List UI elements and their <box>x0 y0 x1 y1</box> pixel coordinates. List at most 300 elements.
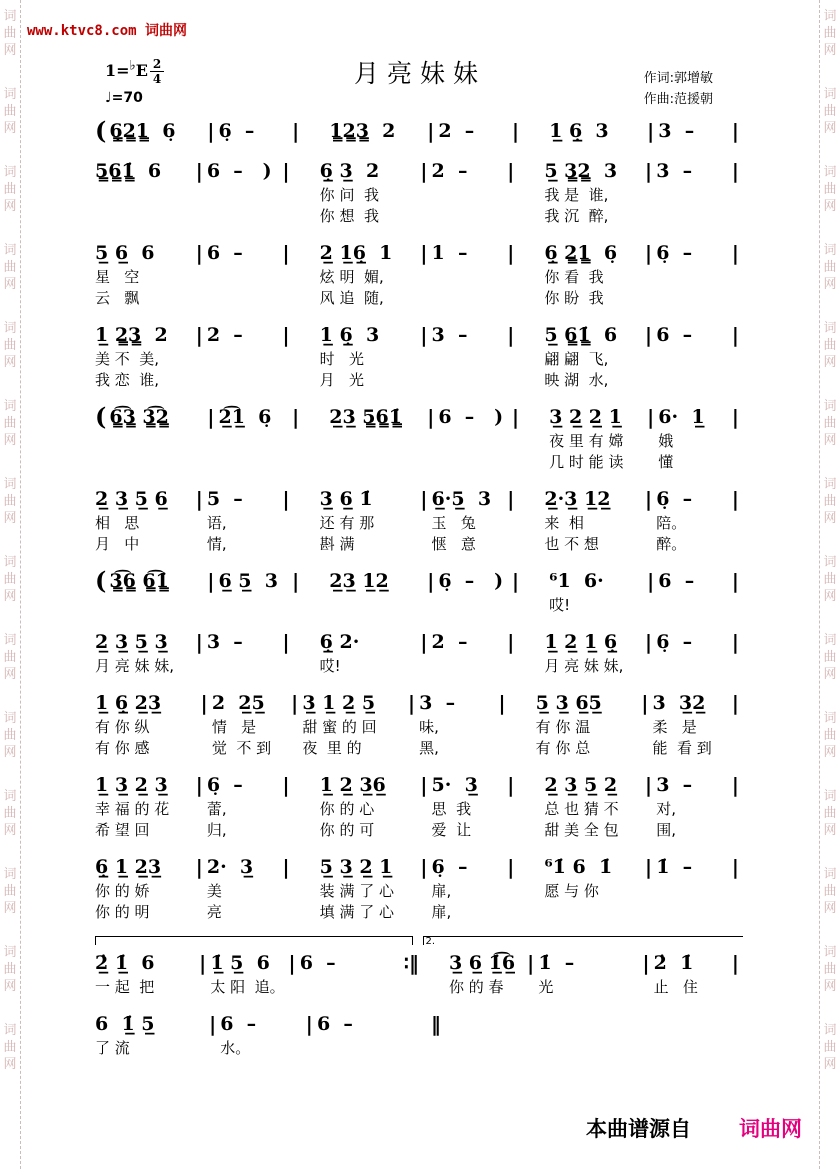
measure <box>320 629 417 676</box>
lyric-row: 希 望 回 <box>95 821 150 839</box>
watermark-char: 曲 <box>823 182 837 197</box>
watermark-char: 曲 <box>3 650 17 665</box>
watermark-char: 曲 <box>823 416 837 431</box>
lyric-row: 来 相 <box>544 514 584 532</box>
measure <box>544 158 641 226</box>
lyric-row: 相 思 <box>95 514 140 532</box>
watermark-gap <box>820 683 840 710</box>
notes-row: 3 – <box>206 631 243 653</box>
measure <box>544 854 641 901</box>
lyric-row: 美 <box>206 882 222 900</box>
notes-row: 2· 3̲ <box>206 856 254 878</box>
notes-row: 6 – <box>220 1013 257 1035</box>
watermark-char: 词 <box>823 1023 837 1038</box>
barline: | <box>731 487 740 511</box>
lyric-row: 止 住 <box>653 978 698 996</box>
watermark-gap <box>820 371 840 398</box>
notes-row: 2̲ 1̲6̲̣ 1 <box>319 242 393 264</box>
notes-row: 1̲ 6̲̣ 3 <box>549 120 609 142</box>
barline: | <box>644 630 653 654</box>
barline: | <box>195 630 203 654</box>
watermark-char: 网 <box>3 979 17 994</box>
watermark-char: 词 <box>3 1023 17 1038</box>
watermark-gap <box>0 371 20 398</box>
barline: ∶‖ <box>403 951 419 975</box>
barline: | <box>282 241 290 265</box>
lyric-row: 扉, <box>431 882 452 900</box>
notes-row: ⁶1 6· <box>549 570 604 592</box>
barline: | <box>282 487 290 511</box>
watermark-char: 网 <box>3 823 17 838</box>
footer <box>586 1113 802 1143</box>
notes-row: 6· 1̲ <box>658 406 705 428</box>
barline: | <box>195 323 203 347</box>
notes-row: 6̣ – <box>656 242 693 264</box>
watermark-char: 网 <box>823 1057 837 1072</box>
measure <box>549 568 643 615</box>
watermark-gap <box>820 293 840 320</box>
lyric-row: 我 是 谁, <box>544 186 609 204</box>
system-line <box>95 854 743 922</box>
notes-row: 5̲ 3̲ 2̲ 1̲ <box>319 856 393 878</box>
barline: | <box>507 241 515 265</box>
notes-row: 6̣ – <box>656 631 693 653</box>
system-line <box>95 950 743 997</box>
barline: | <box>498 691 506 715</box>
watermark-char: 词 <box>3 9 17 24</box>
notes-row: 5̲ 3̳2̳ 3 <box>544 160 618 182</box>
barline: | <box>731 119 740 143</box>
measure <box>432 772 504 840</box>
barline: | <box>200 691 208 715</box>
lyric-row: 月 亮 妹 妹, <box>544 657 624 675</box>
barline: | <box>507 159 515 183</box>
notes-row: 5̲ 6̳1̳̇ 6 <box>544 324 618 346</box>
watermark-left <box>0 0 21 1169</box>
barline: | <box>527 951 535 975</box>
barline: | <box>731 951 739 975</box>
lyric-row: 映 湖 水, <box>544 371 609 389</box>
watermark-gap <box>0 59 20 86</box>
notes-row: 6̳̣2̳1̳ 6̣ <box>109 120 176 142</box>
watermark-char: 词 <box>823 711 837 726</box>
lyric-row: 斟 满 <box>319 535 355 553</box>
barline: | <box>644 323 653 347</box>
barline: | <box>507 630 515 654</box>
notes-row: 3̲ 6̲ 1̲̇͡6̲ <box>448 952 516 974</box>
lyric-row: 你 盼 我 <box>544 289 604 307</box>
notes-row: 2 – <box>431 160 468 182</box>
barline: | <box>420 773 428 797</box>
measure <box>220 1011 301 1058</box>
watermark-gap <box>820 527 840 554</box>
score-system <box>95 118 743 144</box>
barline: | <box>282 159 290 183</box>
lyric-row: 语, <box>206 514 227 532</box>
barline: | <box>282 855 290 879</box>
lyric-row: 甜 美 全 包 <box>544 821 619 839</box>
barline: | <box>511 119 520 143</box>
tempo-marking: ♩=70 <box>105 90 143 106</box>
notes-row: 2̲ 3̲ 5̲ 2̲ <box>544 774 618 796</box>
score-system <box>95 854 743 922</box>
barline: | <box>731 241 740 265</box>
volta-gap <box>413 936 423 949</box>
composer-credit: 作曲:范援朝 <box>643 92 713 108</box>
watermark-char: 曲 <box>823 650 837 665</box>
watermark-gap <box>0 839 20 866</box>
measure <box>207 322 279 348</box>
lyric-row: 了 流 <box>95 1039 130 1057</box>
notes-row: 6̲̣ 2̳1̳ 6̣ <box>544 242 618 264</box>
watermark-gap <box>820 449 840 476</box>
watermark-char: 曲 <box>3 104 17 119</box>
watermark-char: 网 <box>823 277 837 292</box>
lyric-row: 情 是 <box>211 718 257 736</box>
lyric-row: 有 你 纵 <box>95 718 150 736</box>
system-line <box>95 404 743 472</box>
measure <box>538 950 638 997</box>
measure <box>207 486 279 554</box>
song-title: 月亮妹妹 <box>353 59 486 88</box>
notes-row: 1̇ – <box>538 952 575 974</box>
barline: | <box>731 323 740 347</box>
barline: | <box>644 487 653 511</box>
notes-row: 1̲ 6̲̣ 2̲3̲ <box>95 692 162 714</box>
barline: | <box>291 691 299 715</box>
system-line <box>95 486 743 554</box>
system-line <box>95 322 743 390</box>
measure <box>536 690 638 758</box>
measure <box>544 629 641 676</box>
measure <box>320 240 417 308</box>
measure <box>300 950 400 976</box>
lyric-row: 有 你 总 <box>535 739 591 757</box>
measure <box>432 158 504 184</box>
notes-row: 2 – <box>206 324 243 346</box>
barline: | <box>646 119 655 143</box>
watermark-char: 网 <box>3 199 17 214</box>
system-line <box>95 118 743 144</box>
barline: | <box>507 487 515 511</box>
lyric-row: 我 沉 醉, <box>544 207 609 225</box>
watermark-char: 曲 <box>823 338 837 353</box>
barline: | <box>291 119 300 143</box>
measure <box>329 568 423 594</box>
measure <box>432 629 504 655</box>
watermark-char: 网 <box>3 901 17 916</box>
notes-row: 5̲ 3̲ 6̲5̲ <box>535 692 602 714</box>
barline: | <box>511 405 520 429</box>
lyric-row: 能 看 到 <box>652 739 712 757</box>
watermark-char: 网 <box>3 667 17 682</box>
watermark-char: 曲 <box>823 260 837 275</box>
measure <box>218 568 288 594</box>
score-system <box>95 240 743 308</box>
barline: ‖ <box>430 1012 441 1036</box>
system-line <box>95 690 743 758</box>
score-system <box>95 1011 743 1058</box>
lyric-row: 有 你 感 <box>95 739 150 757</box>
notes-row: 2 2̲5̲ <box>211 692 265 714</box>
watermark-gap <box>0 605 20 632</box>
notes-row: 2̲·3̲ 1̲2̲ <box>544 488 611 510</box>
measure <box>549 118 643 144</box>
lyric-row: 黑, <box>419 739 439 757</box>
volta-bracket <box>95 936 413 945</box>
lyric-row: 你 的 娇 <box>95 882 150 900</box>
barline: | <box>507 855 515 879</box>
barline: | <box>420 487 428 511</box>
watermark-gap <box>820 1073 840 1100</box>
lyric-row: 光 <box>538 978 554 996</box>
notes-row: 1̲ 6̲̣ 3 <box>319 324 380 346</box>
lyric-row: 时 光 <box>319 350 364 368</box>
lyric-row: 云 飘 <box>95 289 140 307</box>
measure <box>218 118 288 144</box>
watermark-char: 词 <box>823 399 837 414</box>
lyric-row: 炫 明 媚, <box>319 268 384 286</box>
barline: | <box>282 773 290 797</box>
lyric-row: 柔 是 <box>652 718 697 736</box>
barline: | <box>282 630 290 654</box>
measure <box>656 322 728 348</box>
watermark-char: 词 <box>823 789 837 804</box>
watermark-char: 网 <box>823 355 837 370</box>
measure <box>432 486 504 554</box>
measure <box>658 568 728 594</box>
measure <box>656 240 728 266</box>
measure <box>329 404 423 430</box>
credits <box>644 68 713 111</box>
measure <box>438 118 508 144</box>
lyric-row: 甜 蜜 的 回 <box>302 718 377 736</box>
barline: | <box>642 951 650 975</box>
measure <box>419 690 494 758</box>
watermark-char: 网 <box>823 433 837 448</box>
watermark-gap <box>0 683 20 710</box>
watermark-char: 曲 <box>823 962 837 977</box>
notes-row: 6 – ) <box>438 406 504 428</box>
measure <box>95 158 192 184</box>
meter-numerator: 2 <box>150 58 164 72</box>
notes-row: 6̲̣ 2· <box>319 631 360 653</box>
notes-row: 5̳6̳1̳̇ 6 <box>95 160 162 182</box>
lyric-row: 夜 里 的 <box>302 739 362 757</box>
notes-row: 6̣ – <box>206 774 243 796</box>
brand-link[interactable]: 词曲网 <box>739 1117 802 1141</box>
score-header <box>95 52 745 116</box>
watermark-gap <box>0 449 20 476</box>
lyric-row: 哎! <box>319 657 341 675</box>
watermark-char: 词 <box>3 321 17 336</box>
notes-row: 3̲ 1̲ 2̲ 5̲ <box>302 692 376 714</box>
barline: | <box>646 569 655 593</box>
watermark-char: 网 <box>823 901 837 916</box>
notes-row: 5 – <box>206 488 243 510</box>
watermark-char: 曲 <box>823 494 837 509</box>
watermark-char: 词 <box>823 165 837 180</box>
notes-row: 6 1̲̇ 5̲ <box>95 1013 155 1035</box>
measure <box>656 629 728 655</box>
measure <box>95 690 197 758</box>
measure <box>438 568 508 594</box>
watermark-char: 曲 <box>823 104 837 119</box>
measure <box>95 950 195 997</box>
lyric-row: 星 空 <box>95 268 140 286</box>
lyric-row: 爱 让 <box>431 821 472 839</box>
watermark-gap <box>0 137 20 164</box>
lyric-row: 月 光 <box>319 371 364 389</box>
measure <box>544 772 641 840</box>
lyric-row: 愿 与 你 <box>544 882 599 900</box>
barline: | <box>507 773 515 797</box>
watermark-gap <box>0 527 20 554</box>
system-line <box>95 240 743 308</box>
lyric-row: 装 满 了 心 <box>319 882 394 900</box>
watermark-right <box>819 0 840 1169</box>
volta-label: 2. <box>425 936 436 947</box>
watermark-gap <box>820 839 840 866</box>
notes-row: 2̲3̲ 5̳6̳1̳̇ <box>329 406 402 428</box>
watermark-gap <box>820 995 840 1022</box>
measure <box>218 404 288 430</box>
notes-row: 6 – <box>316 1013 353 1035</box>
watermark-gap <box>820 215 840 242</box>
barline: | <box>420 241 428 265</box>
barline: | <box>427 569 435 593</box>
measure <box>95 322 192 390</box>
notes-row: 3 – <box>419 692 456 714</box>
barline: | <box>291 405 300 429</box>
barline: | <box>507 323 515 347</box>
measure <box>652 690 727 758</box>
watermark-char: 词 <box>3 243 17 258</box>
barline: | <box>511 569 520 593</box>
watermark-char: 词 <box>3 711 17 726</box>
measure <box>654 950 728 997</box>
measure <box>302 690 404 758</box>
measure <box>207 629 279 655</box>
watermark-char: 曲 <box>3 26 17 41</box>
measure <box>210 950 284 997</box>
watermark-char: 词 <box>823 555 837 570</box>
notes-row: 1 – <box>431 242 468 264</box>
notes-row: 6 – <box>299 952 336 974</box>
site-url: www.ktvc8.com 词曲网 <box>27 23 188 39</box>
lyric-row: 几 时 能 读 <box>549 453 624 471</box>
score-system <box>95 404 743 472</box>
measure <box>95 629 192 676</box>
lyric-row: 归, <box>206 821 227 839</box>
measure <box>95 486 192 554</box>
lyric-row: 对, <box>656 800 676 818</box>
notes-row: 6̣ – ) <box>438 570 504 592</box>
volta-bracket <box>423 936 743 945</box>
lyric-row: 有 你 温 <box>535 718 591 736</box>
barline: | <box>199 951 207 975</box>
watermark-char: 词 <box>823 867 837 882</box>
barline: | <box>195 487 203 511</box>
measure <box>95 1011 205 1058</box>
watermark-char: 词 <box>3 867 17 882</box>
notes-row: 1̲ 2̲ 3̲6̲ <box>319 774 386 796</box>
barline: | <box>641 691 649 715</box>
barline: | <box>427 119 435 143</box>
notes-row: 6̲·5̲ 3 <box>431 488 492 510</box>
watermark-char: 曲 <box>823 884 837 899</box>
lyric-row: 扉, <box>431 903 452 921</box>
watermark-char: 网 <box>3 121 17 136</box>
measure <box>109 118 203 144</box>
measure <box>656 486 728 554</box>
notes-row: 3̳͡6̳ 6̳͡1̳̇ <box>109 570 169 592</box>
notes-row: 3̲ 2̲ 2̲ 1̲ <box>549 406 622 428</box>
watermark-char: 网 <box>823 43 837 58</box>
watermark-char: 曲 <box>3 416 17 431</box>
score-system <box>95 568 743 615</box>
measure <box>432 854 504 922</box>
lyric-row: 太 阳 追。 <box>210 978 285 996</box>
key-letter: E <box>135 61 148 80</box>
score-system <box>95 690 743 758</box>
measure <box>320 158 417 226</box>
notes-row: 3 3̲2̲ <box>652 692 706 714</box>
watermark-gap <box>0 761 20 788</box>
watermark-gap <box>0 215 20 242</box>
lyric-row: 还 有 那 <box>319 514 375 532</box>
barline: | <box>195 855 203 879</box>
open-paren: ( <box>95 402 107 431</box>
watermark-char: 词 <box>3 399 17 414</box>
lyric-row: 你 的 心 <box>319 800 375 818</box>
barline: | <box>291 569 300 593</box>
notes-row: 1̲ 3̲ 2̲ 3̲ <box>95 774 168 796</box>
watermark-gap <box>0 1073 20 1100</box>
watermark-char: 曲 <box>3 1040 17 1055</box>
lyricist-credit: 作词:郭增敏 <box>643 71 713 86</box>
barline: | <box>646 405 655 429</box>
watermark-char: 词 <box>3 555 17 570</box>
score-system <box>95 322 743 390</box>
barline: | <box>195 159 203 183</box>
notes-row: 2̲3̲ 1̲2̲ <box>329 570 389 592</box>
lyric-row: 你 问 我 <box>319 186 379 204</box>
notes-row: 1̲̇ 5̲ 6 <box>210 952 270 974</box>
measure <box>656 158 728 184</box>
measure <box>544 486 641 554</box>
watermark-char: 曲 <box>3 494 17 509</box>
notes-row: 6̣ – <box>431 856 468 878</box>
measure <box>320 854 417 922</box>
lyric-row: 思 我 <box>431 800 472 818</box>
score <box>95 118 743 1072</box>
lyric-row: 幸 福 的 花 <box>95 800 170 818</box>
notes-row: 2̲ 3̲ 5̲ 6̲ <box>95 488 168 510</box>
notes-row: 2̇ 1̇ <box>653 952 694 974</box>
notes-row: 6 – <box>658 570 695 592</box>
notes-row: 2 – <box>431 631 468 653</box>
watermark-char: 曲 <box>3 572 17 587</box>
lyric-row: 总 也 猜 不 <box>544 800 619 818</box>
lyric-row: 风 追 随, <box>319 289 384 307</box>
watermark-char: 曲 <box>3 182 17 197</box>
watermark-char: 曲 <box>3 260 17 275</box>
score-system <box>95 936 743 997</box>
measure <box>544 240 641 308</box>
notes-row: 6̣ – <box>218 120 255 142</box>
notes-row: 5· 3̲ <box>431 774 478 796</box>
